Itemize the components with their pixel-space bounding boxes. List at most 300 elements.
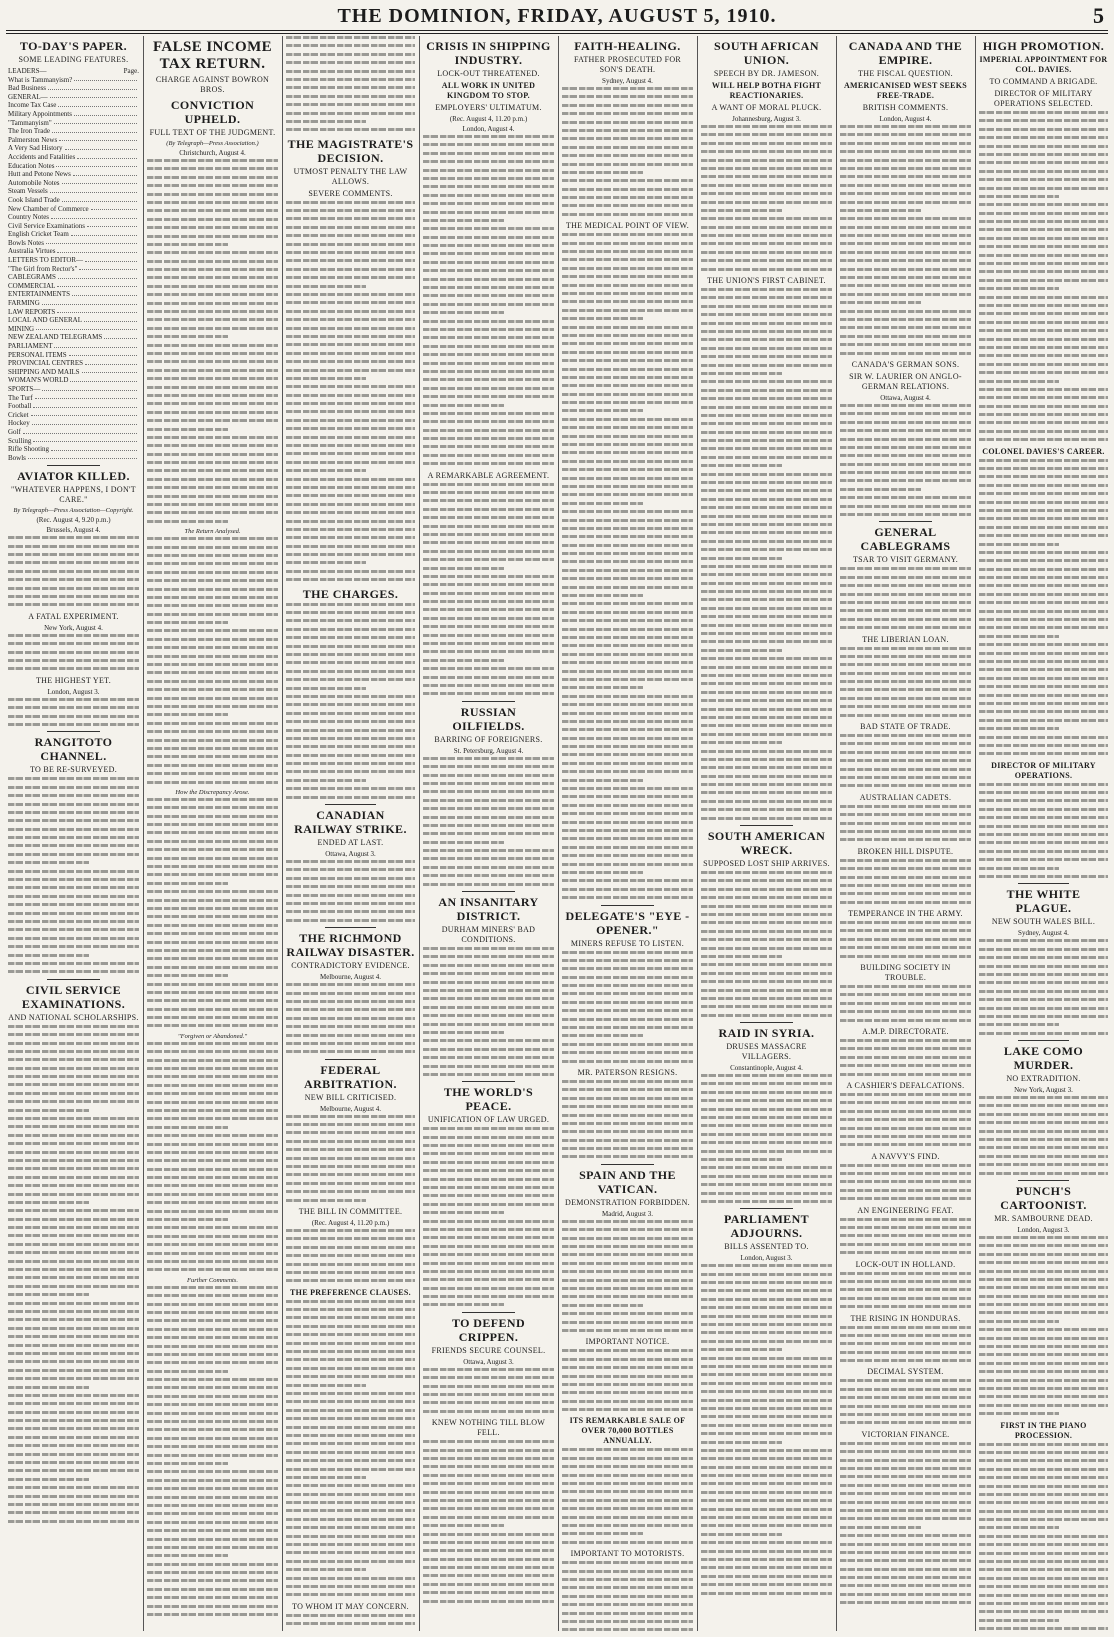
text-line — [286, 729, 415, 732]
text-line — [286, 276, 415, 279]
text-line — [979, 1485, 1108, 1488]
text-line — [8, 1511, 139, 1514]
text-line — [147, 1386, 278, 1389]
text-line — [423, 1566, 554, 1569]
text-line — [147, 941, 278, 944]
toc-item — [8, 162, 139, 171]
text-line — [979, 1155, 1108, 1158]
text-line — [147, 890, 278, 893]
text-line — [701, 347, 832, 350]
text-line — [8, 1344, 139, 1347]
toc-leader-dots — [57, 308, 137, 314]
text-line — [147, 865, 278, 868]
text-line — [701, 473, 832, 476]
text-line — [147, 478, 278, 481]
text-line — [979, 1468, 1108, 1471]
text-line — [840, 167, 971, 170]
toc-item — [8, 351, 139, 360]
text-line — [286, 251, 415, 254]
text-line — [979, 1345, 1108, 1348]
text-line — [701, 1141, 832, 1144]
amp-heading: A.M.P. DIRECTORATE. — [862, 1026, 949, 1036]
text-line — [562, 661, 693, 664]
text-line — [286, 360, 415, 363]
text-line — [562, 1114, 693, 1117]
text-line — [701, 515, 832, 518]
text-line — [147, 1428, 278, 1431]
text-line — [147, 1345, 278, 1348]
text-line — [979, 354, 1108, 357]
text-line — [147, 781, 278, 784]
text-line — [423, 676, 554, 679]
article-text — [840, 1272, 971, 1309]
text-line — [147, 1319, 278, 1322]
text-line — [840, 1388, 971, 1391]
text-line — [840, 714, 971, 717]
toc-leader-dots — [69, 351, 137, 357]
text-line — [701, 1166, 832, 1169]
text-line — [701, 938, 832, 941]
text-line — [286, 712, 415, 715]
text-line — [562, 871, 643, 874]
text-line — [286, 226, 415, 229]
text-line — [147, 360, 278, 363]
text-line — [979, 799, 1108, 802]
text-line — [147, 1042, 278, 1045]
text-line — [423, 625, 554, 628]
toc-item-label: LETTERS TO EDITOR— — [8, 256, 84, 265]
todays-paper-subheading: SOME LEADING FEATURES. — [18, 55, 129, 64]
text-line — [286, 1526, 415, 1529]
text-line — [147, 402, 278, 405]
text-line — [979, 867, 1059, 870]
text-line — [423, 412, 554, 415]
text-line — [286, 293, 415, 296]
text-line — [562, 267, 693, 270]
text-line — [562, 1499, 693, 1502]
dateline: Ottawa, August 3. — [325, 850, 376, 859]
text-line — [840, 1559, 971, 1562]
text-line — [8, 962, 139, 965]
text-line — [840, 1297, 971, 1300]
text-line — [147, 369, 278, 372]
text-line — [147, 1184, 278, 1187]
text-line — [286, 770, 415, 773]
text-line — [562, 477, 693, 480]
text-line — [423, 303, 554, 306]
article-text — [562, 87, 693, 216]
text-line — [979, 1007, 1108, 1010]
text-line — [701, 242, 832, 245]
text-line — [286, 243, 415, 246]
toc-leader-dots — [54, 119, 137, 125]
dateline: Johannesburg, August 3. — [732, 115, 801, 123]
text-line — [979, 1395, 1108, 1398]
text-line — [147, 1218, 228, 1221]
text-line — [147, 1235, 278, 1238]
article-text — [840, 1379, 971, 1424]
text-line — [979, 212, 1108, 215]
received-line: (Rec. August 4, 11.20 p.m.) — [449, 115, 528, 123]
text-line — [8, 1033, 139, 1036]
divider — [1018, 883, 1070, 884]
text-line — [840, 876, 971, 879]
text-line — [979, 1568, 1108, 1571]
byline: By Telegraph—Press Association—Copyright. — [13, 507, 134, 515]
text-line — [701, 573, 832, 576]
dateline: New York, August 3. — [1014, 1086, 1073, 1095]
text-line — [286, 628, 415, 631]
broken-hill-heading: BROKEN HILL DISPUTE. — [857, 846, 954, 856]
article-text — [840, 1218, 971, 1255]
text-line — [979, 543, 1059, 546]
text-line — [286, 910, 415, 913]
text-line — [286, 678, 415, 681]
text-line — [701, 716, 832, 719]
text-line — [840, 929, 971, 932]
text-line — [147, 1210, 278, 1213]
article-text — [286, 983, 415, 1053]
text-line — [840, 479, 971, 482]
text-line — [701, 657, 832, 660]
text-line — [8, 786, 139, 789]
text-line — [147, 1286, 278, 1289]
extradition-subheading: NO EXTRADITION. — [1006, 1074, 1081, 1084]
text-line — [701, 167, 832, 170]
text-line — [701, 758, 832, 761]
text-line — [840, 884, 971, 887]
text-line — [562, 121, 693, 124]
text-line — [423, 541, 554, 544]
text-line — [562, 779, 643, 782]
text-line — [423, 462, 554, 465]
text-line — [8, 698, 139, 701]
text-line — [423, 583, 554, 586]
text-line — [701, 808, 832, 811]
toc-leader-dots — [85, 359, 137, 365]
text-line — [286, 1131, 415, 1134]
text-line — [286, 1451, 415, 1454]
toc-leader-dots — [23, 428, 137, 434]
toc-item-label: PARLIAMENT — [8, 342, 53, 350]
text-line — [979, 736, 1108, 739]
text-line — [701, 540, 832, 543]
text-line — [979, 346, 1108, 349]
text-line — [562, 1001, 693, 1004]
text-line — [286, 1042, 415, 1045]
text-line — [423, 1039, 554, 1042]
text-line — [701, 590, 832, 593]
toc-item-label: "Tammanyism" — [8, 118, 52, 127]
text-line — [562, 284, 693, 287]
text-line — [701, 963, 832, 966]
text-line — [562, 879, 693, 882]
text-line — [423, 659, 504, 662]
paterson-heading: MR. PATERSON RESIGNS. — [577, 1067, 678, 1077]
text-line — [147, 1176, 278, 1179]
text-line — [562, 560, 693, 563]
text-line — [979, 475, 1108, 478]
toc-leader-dots — [62, 179, 137, 185]
text-line — [701, 1491, 832, 1494]
toc-leader-dots — [62, 196, 137, 202]
text-line — [979, 501, 1108, 504]
page-number: 5 — [1093, 3, 1104, 28]
text-line — [286, 327, 415, 330]
toc-leader-dots — [50, 93, 137, 99]
text-line — [286, 1442, 415, 1445]
preference-clauses-heading: THE PREFERENCE CLAUSES. — [290, 1287, 411, 1297]
text-line — [286, 1316, 415, 1319]
text-line — [147, 293, 278, 296]
text-line — [147, 302, 278, 305]
text-line — [979, 1404, 1108, 1407]
toc-item-label: Education Notes — [8, 161, 55, 170]
text-line — [840, 601, 971, 604]
text-line — [147, 1075, 278, 1078]
text-line — [701, 305, 832, 308]
toc-item — [8, 213, 139, 222]
text-line — [562, 401, 693, 404]
text-line — [840, 226, 971, 229]
text-line — [979, 312, 1108, 315]
text-line — [147, 1462, 228, 1465]
toc-item-label: Palmerston News — [8, 135, 58, 144]
text-line — [979, 998, 1108, 1001]
text-line — [8, 1318, 139, 1321]
medical-point-heading: THE MEDICAL POINT OF VIEW. — [565, 221, 690, 231]
text-line — [562, 493, 693, 496]
text-line — [147, 310, 278, 313]
text-line — [701, 397, 832, 400]
text-line — [979, 1104, 1108, 1107]
text-line — [701, 879, 832, 882]
text-line — [423, 608, 554, 611]
text-line — [562, 829, 693, 832]
delegates-heading: DELEGATE'S "EYE - OPENER." — [565, 908, 690, 937]
text-line — [562, 87, 693, 90]
text-line — [840, 1421, 971, 1424]
text-line — [286, 578, 415, 581]
text-line — [562, 1516, 693, 1519]
text-line — [840, 892, 971, 895]
text-line — [286, 1199, 366, 1202]
article-text — [840, 1164, 971, 1201]
text-line — [562, 409, 643, 412]
text-line — [562, 686, 643, 689]
text-line — [701, 1315, 832, 1318]
text-line — [147, 999, 278, 1002]
toc-leader-dots — [87, 222, 137, 228]
text-line — [423, 135, 554, 138]
text-line — [840, 201, 971, 204]
richmond-subheading: CONTRADICTORY EVIDENCE. — [291, 961, 410, 971]
text-line — [701, 557, 782, 560]
text-line — [979, 119, 1108, 122]
text-line — [979, 965, 1108, 968]
text-line — [840, 1396, 971, 1399]
text-line — [562, 628, 693, 631]
text-line — [8, 561, 139, 564]
text-line — [701, 1466, 832, 1469]
text-line — [562, 594, 643, 597]
divider — [462, 701, 514, 702]
text-line — [979, 111, 1108, 114]
text-line — [147, 924, 278, 927]
dateline: Constantinople, August 4. — [730, 1064, 803, 1073]
income-tax-subheading: CHARGE AGAINST BOWRON BROS. — [155, 75, 270, 94]
text-line — [840, 784, 971, 787]
text-line — [979, 668, 1108, 671]
text-line — [286, 1000, 415, 1003]
text-line — [701, 913, 832, 916]
toc-item-label: Bad Business — [8, 84, 46, 93]
article-text — [840, 647, 971, 717]
article-text — [147, 537, 278, 783]
text-line — [701, 1108, 832, 1111]
text-line — [147, 1243, 278, 1246]
dateline: London, August 4. — [879, 115, 932, 123]
text-line — [701, 389, 832, 392]
text-line — [286, 919, 415, 922]
text-line — [840, 209, 921, 212]
magistrate-decision-heading: THE MAGISTRATE'S DECISION. — [287, 136, 414, 165]
text-line — [8, 1293, 89, 1296]
text-line — [840, 1534, 971, 1537]
text-line — [147, 588, 278, 591]
text-line — [423, 1065, 554, 1068]
text-line — [979, 1560, 1108, 1563]
text-line — [562, 770, 693, 773]
text-line — [701, 414, 832, 417]
text-line — [147, 1117, 278, 1120]
insanitary-subheading: DURHAM MINERS' BAD CONDITIONS. — [441, 925, 536, 945]
worlds-peace-heading: THE WORLD'S PEACE. — [443, 1085, 534, 1114]
text-line — [286, 860, 415, 863]
article-text — [562, 951, 693, 1063]
text-line — [147, 1159, 278, 1162]
text-line — [562, 951, 693, 954]
text-line — [286, 369, 415, 372]
toc-item-label: "The Girl from Rector's" — [8, 264, 78, 273]
text-line — [701, 565, 832, 568]
text-line — [562, 984, 693, 987]
text-line — [423, 684, 554, 687]
decimal-heading: DECIMAL SYSTEM. — [867, 1367, 944, 1377]
text-line — [701, 1183, 832, 1186]
text-line — [286, 1358, 415, 1361]
text-line — [286, 419, 415, 422]
text-line — [147, 1496, 278, 1499]
text-line — [147, 193, 278, 196]
toc-item — [8, 394, 139, 403]
text-line — [286, 377, 366, 380]
text-line — [286, 494, 415, 497]
text-line — [840, 688, 971, 691]
text-line — [979, 279, 1108, 282]
text-line — [562, 992, 693, 995]
text-line — [147, 201, 278, 204]
text-line — [8, 1436, 139, 1439]
text-line — [423, 692, 554, 695]
text-line — [8, 828, 139, 831]
text-line — [286, 268, 415, 271]
text-line — [147, 1378, 278, 1381]
dateline: Ottawa, August 4. — [880, 393, 931, 402]
dateline: Ottawa, August 3. — [463, 1357, 514, 1366]
text-line — [147, 1546, 278, 1549]
text-line — [423, 219, 504, 222]
text-line — [979, 1526, 1059, 1529]
column-3 — [286, 36, 415, 1631]
text-line — [423, 437, 554, 440]
text-line — [286, 902, 415, 905]
text-line — [840, 1143, 971, 1146]
text-line — [701, 175, 832, 178]
article-text — [840, 125, 971, 355]
text-line — [286, 1350, 415, 1353]
toc-item-label: COMMERCIAL — [8, 281, 56, 290]
text-line — [286, 343, 415, 346]
peace-subheading: UNIFICATION OF LAW URGED. — [427, 1115, 550, 1125]
text-line — [840, 647, 971, 650]
text-line — [562, 1043, 693, 1046]
text-line — [562, 196, 693, 199]
charges-heading: THE CHARGES. — [302, 586, 399, 601]
text-line — [701, 201, 832, 204]
text-line — [979, 1379, 1108, 1382]
wreck-heading: SOUTH AMERICAN WRECK. — [707, 829, 826, 858]
column-7 — [840, 36, 971, 1631]
text-line — [562, 670, 693, 673]
text-line — [979, 1476, 1108, 1479]
toc-leader-dots — [42, 299, 137, 305]
text-line — [840, 663, 971, 666]
text-line — [147, 444, 278, 447]
text-line — [8, 920, 139, 923]
text-line — [979, 338, 1108, 341]
text-line — [562, 1088, 693, 1091]
toc-item — [8, 153, 139, 162]
text-line — [840, 1501, 971, 1504]
text-line — [840, 192, 971, 195]
text-line — [147, 739, 278, 742]
federal-arbitration-heading: FEDERAL ARBITRATION. — [304, 1062, 397, 1091]
text-line — [8, 1151, 139, 1154]
article-text — [840, 1442, 971, 1604]
text-line — [979, 484, 1108, 487]
text-line — [286, 1417, 415, 1420]
text-line — [147, 1151, 278, 1154]
text-line — [562, 1228, 693, 1231]
cashier-heading: A CASHIER'S DEFALCATIONS. — [846, 1080, 965, 1090]
engineering-feat-heading: AN ENGINEERING FEAT. — [857, 1205, 954, 1215]
text-line — [286, 61, 415, 64]
text-line — [701, 1482, 832, 1485]
text-line — [147, 1084, 278, 1087]
aviator-killed-heading: AVIATOR KILLED. — [17, 469, 130, 484]
text-line — [701, 817, 832, 820]
text-line — [840, 184, 971, 187]
text-line — [840, 567, 971, 570]
text-line — [979, 816, 1108, 819]
text-line — [8, 1243, 139, 1246]
table-of-contents — [8, 76, 139, 463]
text-line — [562, 342, 693, 345]
text-line — [147, 1403, 278, 1406]
text-line — [701, 464, 782, 467]
text-line — [147, 218, 278, 221]
